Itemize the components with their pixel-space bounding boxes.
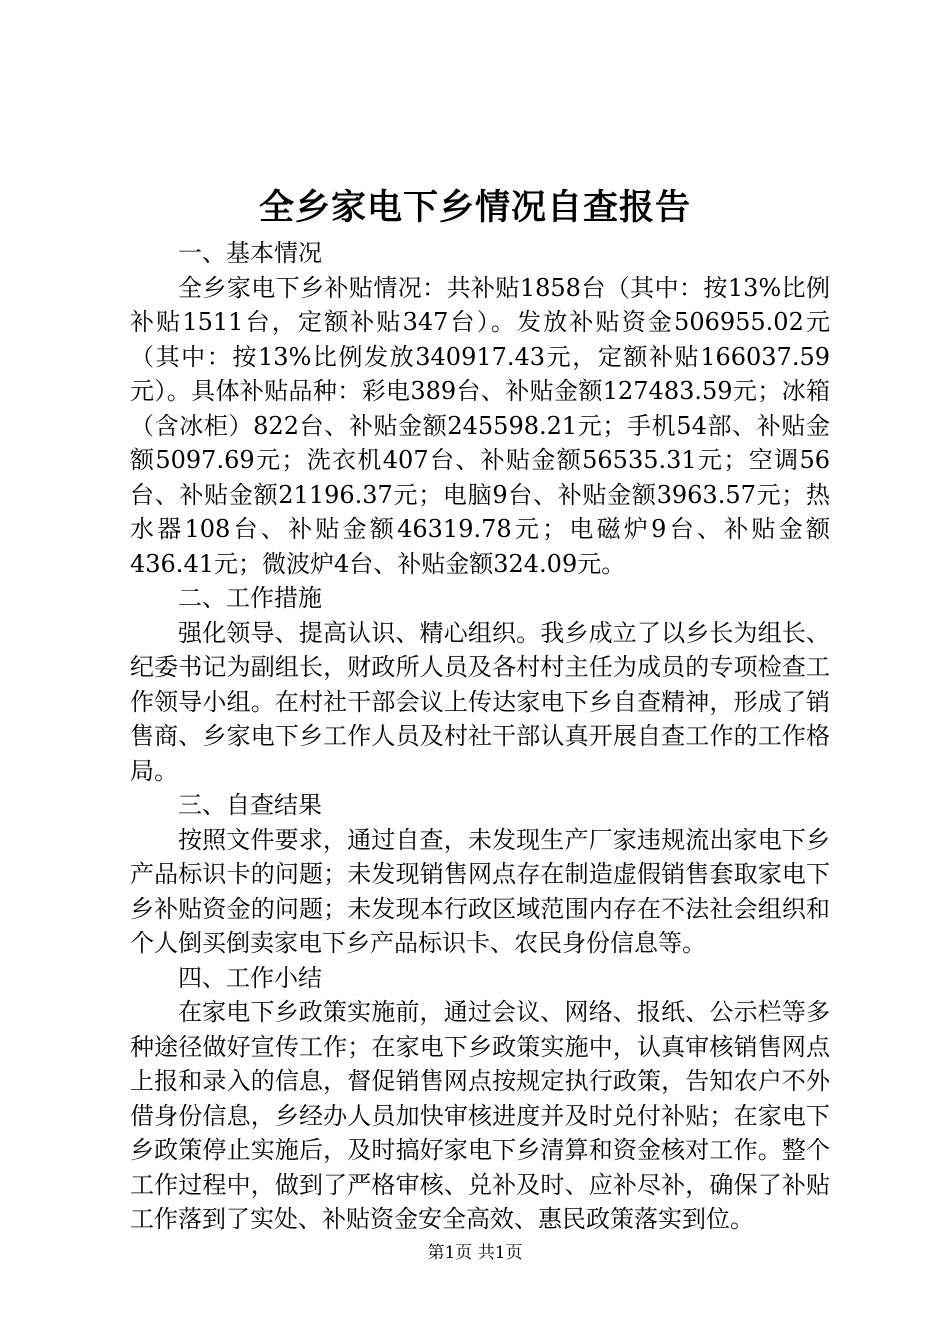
section-paragraph-basic-situation: 全乡家电下乡补贴情况：共补贴1858台（其中：按13%比例补贴1511台，定额补贴347台）。发放补贴资金506955.02元（其中：按13%比例发放340917.43元，定额补贴166037.59元）。具体补贴品种：彩电389台、补贴金额127483.59元；冰箱（含冰柜）822台、补贴金额245598.21元；手机54部、补贴金额5097.69元；洗衣机407台、补贴金额56535.31元；空调56台、补贴金额21196.37元；电脑9台、补贴金额3963.57元；热水器108台、补贴金额46319.78元；电磁炉9台、补贴金额436.41元；微波炉4台、补贴金额324.09元。 xyxy=(130,273,830,578)
document-title: 全乡家电下乡情况自查报告 xyxy=(258,187,691,228)
section-paragraph-work-summary: 在家电下乡政策实施前，通过会议、网络、报纸、公示栏等多种途径做好宣传工作；在家电下乡政策实施中，认真审核销售网点上报和录入的信息，督促销售网点按规定执行政策，告知农户不外借身份信息，乡经办人员加快审核进度并及时兑付补贴；在家电下乡政策停止实施后，及时搞好家电下乡清算和资金核对工作。整个工作过程中，做到了严格审核、兑补及时、应补尽补，确保了补贴工作落到了实处、补贴资金安全高效、惠民政策落实到位。 xyxy=(130,998,830,1233)
section-heading-self-check-results: 三、自查结果 xyxy=(178,791,322,819)
document-body xyxy=(130,236,830,1237)
section-heading-work-measures: 二、工作措施 xyxy=(178,584,322,612)
page-footer: 第1页 共1页 xyxy=(427,1243,523,1263)
section-heading-basic-situation: 一、基本情况 xyxy=(178,239,322,267)
section-heading-work-summary: 四、工作小结 xyxy=(178,963,322,992)
section-paragraph-self-check-results: 按照文件要求，通过自查，未发现生产厂家违规流出家电下乡产品标识卡的问题；未发现销售网点存在制造虚假销售套取家电下乡补贴资金的问题；未发现本行政区域范围内存在不法社会组织和个人倒买倒卖家电下乡产品标识卡、农民身份信息等。 xyxy=(130,825,830,957)
section-paragraph-work-measures: 强化领导、提高认识、精心组织。我乡成立了以乡长为组长、纪委书记为副组长，财政所人员及各村村主任为成员的专项检查工作领导小组。在村社干部会议上传达家电下乡自查精神，形成了销售商、乡家电下乡工作人员及村社干部认真开展自查工作的工作格局。 xyxy=(130,618,830,785)
